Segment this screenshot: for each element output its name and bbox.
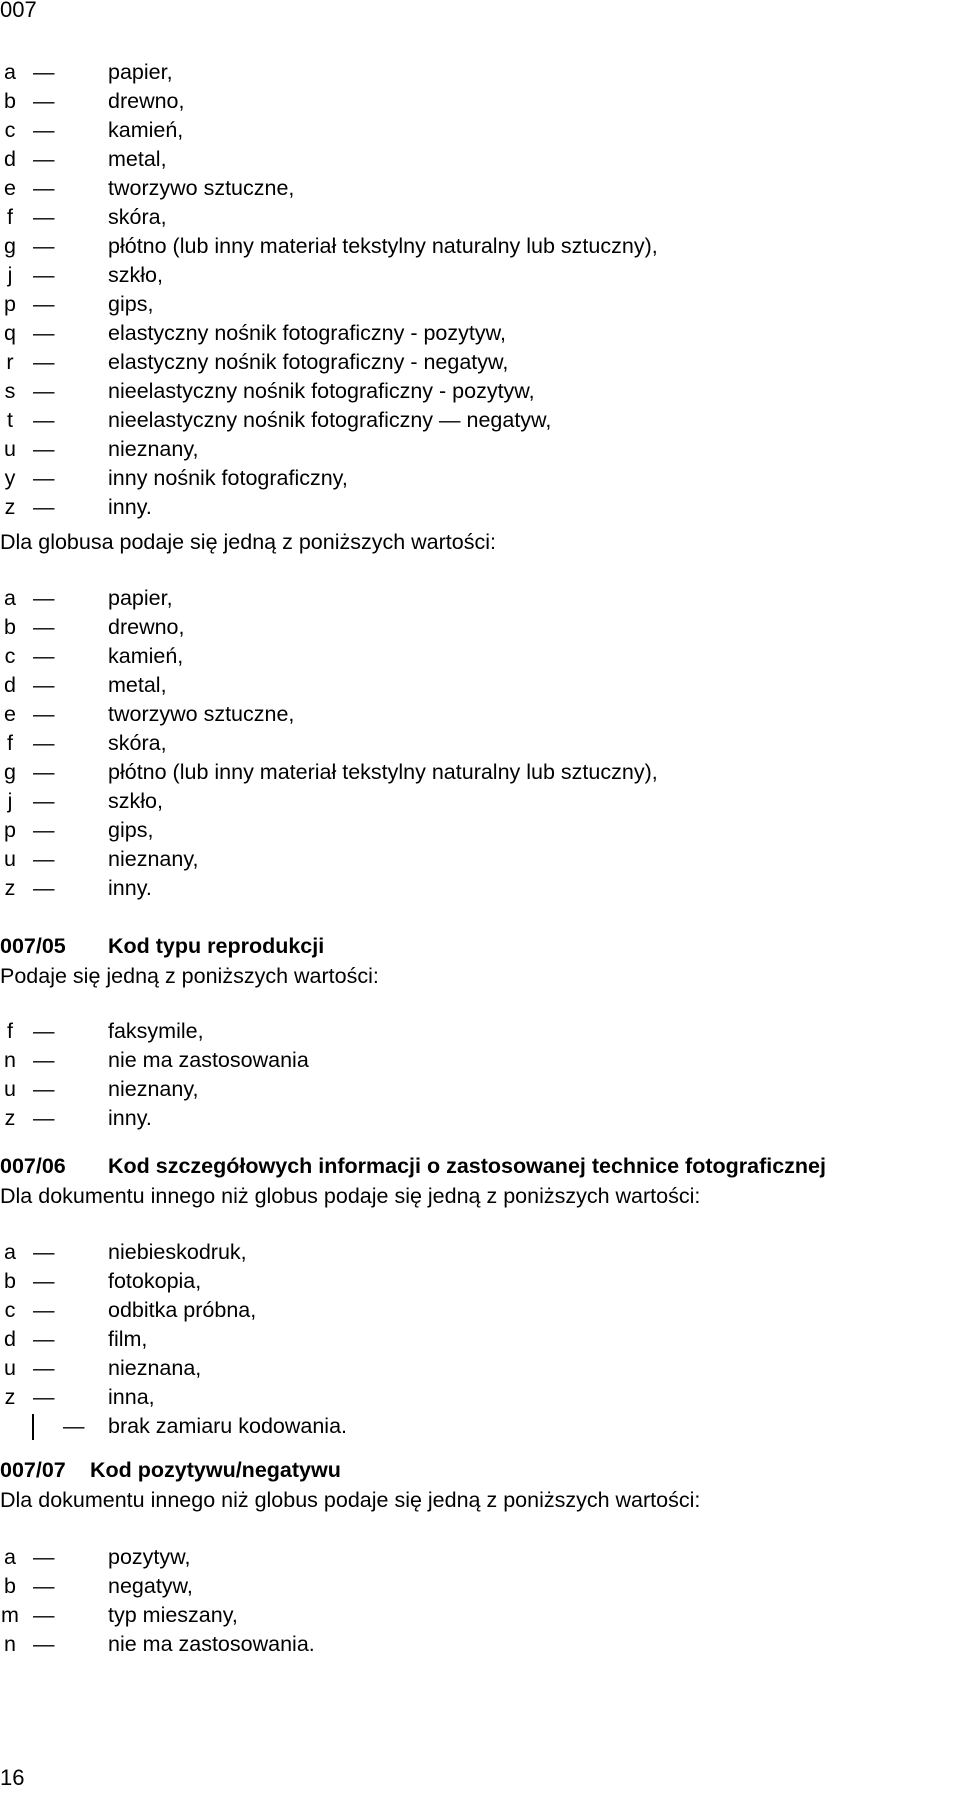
item-code: a xyxy=(4,60,16,84)
list-item xyxy=(0,642,950,671)
em-dash-separator: — xyxy=(33,1574,55,1598)
item-code: d xyxy=(4,1327,16,1351)
section-title: Kod szczegółowych informacji o zastosowanej technice fotograficznej xyxy=(108,1154,826,1178)
item-description: tworzywo sztuczne, xyxy=(108,702,295,726)
item-description: papier, xyxy=(108,60,173,84)
list-item xyxy=(0,1412,950,1441)
section-heading-007-06 xyxy=(0,1152,958,1181)
item-code: c xyxy=(4,1298,16,1322)
list-item xyxy=(0,874,950,903)
list-item xyxy=(0,816,950,845)
em-dash-separator: — xyxy=(33,1298,55,1322)
photo-technique-code-list xyxy=(0,1238,950,1441)
item-description: skóra, xyxy=(108,205,167,229)
em-dash-separator: — xyxy=(33,234,55,258)
item-description: elastyczny nośnik fotograficzny - pozytyw, xyxy=(108,321,506,345)
item-code: u xyxy=(4,1356,16,1380)
list-item xyxy=(0,1075,950,1104)
list-item xyxy=(0,1354,950,1383)
item-description: nieelastyczny nośnik fotograficzny — negatyw, xyxy=(108,408,552,432)
list-item xyxy=(0,1046,950,1075)
em-dash-separator: — xyxy=(33,615,55,639)
em-dash-separator: — xyxy=(33,408,55,432)
item-code: z xyxy=(4,1106,16,1130)
list-item xyxy=(0,1296,950,1325)
list-item xyxy=(0,145,950,174)
list-item xyxy=(0,758,950,787)
item-code: f xyxy=(7,205,13,229)
item-code: b xyxy=(4,1574,16,1598)
em-dash-separator: — xyxy=(33,147,55,171)
item-description: gips, xyxy=(108,818,154,842)
item-description: gips, xyxy=(108,292,154,316)
item-code xyxy=(32,1412,34,1441)
list-item xyxy=(0,1383,950,1412)
list-item xyxy=(0,348,950,377)
item-description: negatyw, xyxy=(108,1574,193,1598)
item-code: a xyxy=(4,586,16,610)
item-description: odbitka próbna, xyxy=(108,1298,257,1322)
em-dash-separator: — xyxy=(33,1019,55,1043)
list-item xyxy=(0,613,950,642)
item-description: inny. xyxy=(108,1106,152,1130)
item-code: u xyxy=(4,437,16,461)
item-code: n xyxy=(4,1048,16,1072)
item-code: u xyxy=(4,1077,16,1101)
item-code: g xyxy=(4,760,16,784)
item-code: a xyxy=(4,1545,16,1569)
item-description: typ mieszany, xyxy=(108,1603,238,1627)
item-code: e xyxy=(4,702,16,726)
section-title: Kod pozytywu/negatywu xyxy=(90,1458,341,1482)
section-intro-007-06: Dla dokumentu innego niż globus podaje się jedną z poniższych wartości: xyxy=(0,1184,701,1208)
item-description: faksymile, xyxy=(108,1019,204,1043)
item-code: c xyxy=(4,644,16,668)
item-description: inny nośnik fotograficzny, xyxy=(108,466,348,490)
list-item xyxy=(0,232,950,261)
list-item xyxy=(0,464,950,493)
item-description: niebieskodruk, xyxy=(108,1240,247,1264)
item-code: b xyxy=(4,1269,16,1293)
list-item xyxy=(0,584,950,613)
item-code: a xyxy=(4,1240,16,1264)
em-dash-separator: — xyxy=(33,495,55,519)
list-item xyxy=(0,1630,950,1659)
list-item xyxy=(0,1543,950,1572)
item-description: papier, xyxy=(108,586,173,610)
em-dash-separator: — xyxy=(33,321,55,345)
item-description: nieznany, xyxy=(108,437,199,461)
item-code: t xyxy=(7,408,13,432)
item-description: fotokopia, xyxy=(108,1269,202,1293)
item-code: f xyxy=(7,1019,13,1043)
list-item xyxy=(0,377,950,406)
item-code: d xyxy=(4,673,16,697)
list-item xyxy=(0,729,950,758)
em-dash-separator: — xyxy=(33,1327,55,1351)
item-code: q xyxy=(4,321,16,345)
item-description: nie ma zastosowania. xyxy=(108,1632,315,1656)
em-dash-separator: — xyxy=(33,1240,55,1264)
em-dash-separator: — xyxy=(63,1414,85,1438)
em-dash-separator: — xyxy=(33,644,55,668)
item-description: nieelastyczny nośnik fotograficzny - pozytyw, xyxy=(108,379,535,403)
item-description: płótno (lub inny materiał tekstylny naturalny lub sztuczny), xyxy=(108,234,658,258)
item-description: inny. xyxy=(108,495,152,519)
item-code: p xyxy=(4,292,16,316)
material-code-list xyxy=(0,58,950,522)
list-item xyxy=(0,700,950,729)
em-dash-separator: — xyxy=(33,847,55,871)
page-header: 007 xyxy=(0,0,37,22)
em-dash-separator: — xyxy=(33,1077,55,1101)
item-description: inna, xyxy=(108,1385,155,1409)
item-description: skóra, xyxy=(108,731,167,755)
em-dash-separator: — xyxy=(33,673,55,697)
list-item xyxy=(0,319,950,348)
item-description: elastyczny nośnik fotograficzny - negatyw, xyxy=(108,350,509,374)
em-dash-separator: — xyxy=(33,1632,55,1656)
list-item xyxy=(0,1267,950,1296)
section-number: 007/05 xyxy=(0,934,66,958)
item-description: nieznany, xyxy=(108,1077,199,1101)
item-description: szkło, xyxy=(108,263,163,287)
item-code: p xyxy=(4,818,16,842)
section-number: 007/07 xyxy=(0,1458,66,1482)
reproduction-code-list xyxy=(0,1017,950,1133)
item-code: s xyxy=(4,379,16,403)
list-item xyxy=(0,58,950,87)
list-item xyxy=(0,435,950,464)
em-dash-separator: — xyxy=(33,760,55,784)
em-dash-separator: — xyxy=(33,437,55,461)
em-dash-separator: — xyxy=(33,818,55,842)
positive-negative-code-list xyxy=(0,1543,950,1659)
section-heading-007-05 xyxy=(0,932,950,961)
list-item xyxy=(0,845,950,874)
item-description: drewno, xyxy=(108,89,185,113)
em-dash-separator: — xyxy=(33,60,55,84)
item-description: płótno (lub inny materiał tekstylny naturalny lub sztuczny), xyxy=(108,760,658,784)
em-dash-separator: — xyxy=(33,263,55,287)
em-dash-separator: — xyxy=(33,1603,55,1627)
em-dash-separator: — xyxy=(33,1385,55,1409)
section-intro-007-07: Dla dokumentu innego niż globus podaje się jedną z poniższych wartości: xyxy=(0,1488,701,1512)
list-item xyxy=(0,116,950,145)
list-item xyxy=(0,671,950,700)
em-dash-separator: — xyxy=(33,205,55,229)
list-item xyxy=(0,203,950,232)
item-code: b xyxy=(4,615,16,639)
em-dash-separator: — xyxy=(33,292,55,316)
list-item xyxy=(0,1017,950,1046)
item-code: z xyxy=(4,876,16,900)
list-item xyxy=(0,787,950,816)
item-code: c xyxy=(4,118,16,142)
item-code: r xyxy=(6,350,14,374)
em-dash-separator: — xyxy=(33,702,55,726)
item-code: b xyxy=(4,89,16,113)
em-dash-separator: — xyxy=(33,466,55,490)
list-item xyxy=(0,1601,950,1630)
globe-intro-text: Dla globusa podaje się jedną z poniższych wartości: xyxy=(0,530,496,554)
em-dash-separator: — xyxy=(33,731,55,755)
em-dash-separator: — xyxy=(33,1048,55,1072)
page-number: 16 xyxy=(0,1765,25,1790)
item-code: e xyxy=(4,176,16,200)
item-description: nie ma zastosowania xyxy=(108,1048,309,1072)
item-code: z xyxy=(4,1385,16,1409)
item-code: u xyxy=(4,847,16,871)
section-title: Kod typu reprodukcji xyxy=(108,934,325,958)
item-description: metal, xyxy=(108,673,167,697)
vertical-bar-icon xyxy=(32,1414,34,1440)
list-item xyxy=(0,493,950,522)
em-dash-separator: — xyxy=(33,350,55,374)
em-dash-separator: — xyxy=(33,89,55,113)
item-description: brak zamiaru kodowania. xyxy=(108,1414,348,1438)
em-dash-separator: — xyxy=(33,379,55,403)
item-code: f xyxy=(7,731,13,755)
item-description: szkło, xyxy=(108,789,163,813)
list-item xyxy=(0,290,950,319)
list-item xyxy=(0,1238,950,1267)
list-item xyxy=(0,406,950,435)
item-description: kamień, xyxy=(108,644,184,668)
em-dash-separator: — xyxy=(33,118,55,142)
item-description: film, xyxy=(108,1327,148,1351)
list-item xyxy=(0,87,950,116)
item-code: d xyxy=(4,147,16,171)
item-code: j xyxy=(7,789,13,813)
section-heading-007-07 xyxy=(0,1456,950,1485)
section-number: 007/06 xyxy=(0,1154,66,1178)
item-code: m xyxy=(1,1603,19,1627)
section-intro-007-05: Podaje się jedną z poniższych wartości: xyxy=(0,964,379,988)
item-description: nieznana, xyxy=(108,1356,202,1380)
em-dash-separator: — xyxy=(33,1356,55,1380)
item-code: z xyxy=(4,495,16,519)
list-item xyxy=(0,174,950,203)
item-code: n xyxy=(4,1632,16,1656)
item-description: tworzywo sztuczne, xyxy=(108,176,295,200)
item-description: inny. xyxy=(108,876,152,900)
em-dash-separator: — xyxy=(33,789,55,813)
item-description: kamień, xyxy=(108,118,184,142)
item-description: pozytyw, xyxy=(108,1545,191,1569)
em-dash-separator: — xyxy=(33,1269,55,1293)
em-dash-separator: — xyxy=(33,876,55,900)
item-description: nieznany, xyxy=(108,847,199,871)
em-dash-separator: — xyxy=(33,1545,55,1569)
em-dash-separator: — xyxy=(33,176,55,200)
globe-material-code-list xyxy=(0,584,950,903)
item-code: g xyxy=(4,234,16,258)
item-code: j xyxy=(7,263,13,287)
item-description: drewno, xyxy=(108,615,185,639)
item-description: metal, xyxy=(108,147,167,171)
list-item xyxy=(0,1572,950,1601)
em-dash-separator: — xyxy=(33,586,55,610)
list-item xyxy=(0,261,950,290)
list-item xyxy=(0,1104,950,1133)
item-code: y xyxy=(4,466,16,490)
list-item xyxy=(0,1325,950,1354)
em-dash-separator: — xyxy=(33,1106,55,1130)
